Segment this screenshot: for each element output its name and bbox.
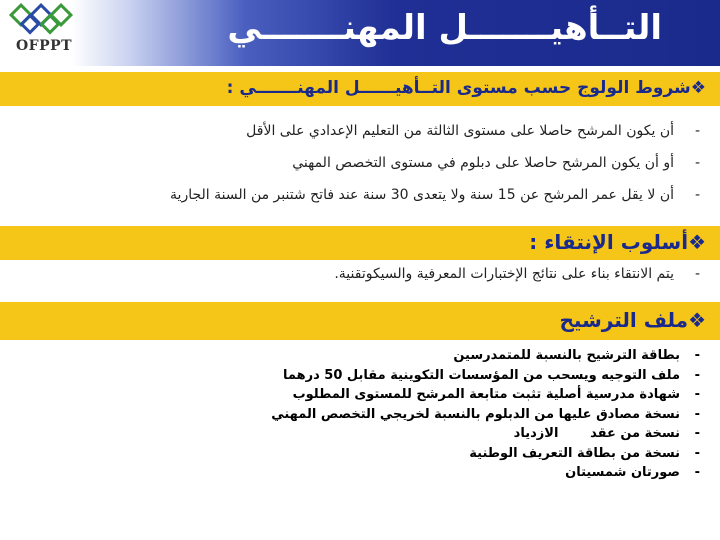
- list-item: [40, 366, 700, 386]
- section-heading-text: أسلوب الإنتقاء :: [529, 230, 689, 254]
- diamond-bullet-icon: ❖: [688, 308, 706, 332]
- dash-marker: -: [694, 426, 700, 441]
- dash-marker: -: [694, 367, 700, 383]
- title-bar: [0, 0, 720, 66]
- selection-list: [40, 264, 700, 284]
- dash-marker: -: [694, 445, 700, 461]
- conditions-list: [40, 120, 700, 216]
- section-heading-text: شروط الولوج حسب مستوى التــأهيــــــل المهنـــــــي :: [226, 78, 691, 98]
- logo-text: OFPPT: [15, 38, 73, 54]
- list-item: [40, 120, 700, 142]
- list-item: [40, 346, 700, 366]
- list-item-text: نسخة مصادق عليها من الدبلوم بالنسبة لخريجي التخصص المهني: [271, 406, 680, 422]
- list-item-text: صورتان شمسيتان: [565, 465, 680, 480]
- list-item: [40, 385, 700, 405]
- page-title: التــأهيـــــــل المهنـــــــي: [227, 8, 662, 48]
- list-item: [40, 424, 700, 444]
- list-item: [40, 463, 700, 483]
- section-heading-selection: [529, 230, 706, 254]
- diamond-bullet-icon: ❖: [688, 230, 706, 254]
- list-item-text: أن لا يقل عمر المرشح عن 15 سنة ولا يتعدى 30 سنة عند فاتح شتنبر من السنة الجارية: [170, 187, 674, 203]
- section-heading-file: [560, 308, 706, 332]
- list-item: [40, 444, 700, 464]
- application-file-list: [40, 346, 700, 483]
- dash-marker: -: [694, 266, 700, 282]
- list-item-text: بطاقة الترشيح بالنسبة للمتمدرسين: [453, 348, 680, 363]
- dash-marker: -: [694, 387, 700, 402]
- dash-marker: -: [694, 155, 700, 171]
- logo-mark-icon: [6, 2, 76, 38]
- section-heading-conditions: [227, 78, 706, 98]
- section-heading-text: ملف الترشيح: [559, 308, 689, 332]
- dash-marker: -: [694, 123, 700, 139]
- dash-marker: -: [694, 187, 700, 203]
- list-item: [40, 405, 700, 425]
- ofppt-logo: [6, 2, 76, 64]
- dash-marker: -: [694, 465, 700, 480]
- dash-marker: -: [694, 348, 700, 363]
- list-item: [40, 152, 700, 174]
- list-item-text: نسخة من بطاقة التعريف الوطنية: [469, 445, 680, 461]
- list-item-text: ملف التوجيه ويسحب من المؤسسات التكوينية مقابل 50 درهما: [283, 367, 680, 383]
- list-item-text: يتم الانتقاء بناء على نتائج الإختبارات المعرفية والسيكوتقنية.: [334, 266, 674, 282]
- diamond-bullet-icon: ❖: [690, 78, 706, 98]
- dash-marker: -: [694, 406, 700, 422]
- list-item: [40, 184, 700, 206]
- list-item-text: نسخة من عقد الازدياد: [513, 426, 680, 441]
- list-item-text: شهادة مدرسية أصلية تثبت متابعة المرشح للمستوى المطلوب: [292, 387, 680, 402]
- list-item: [40, 264, 700, 284]
- list-item-text: أو أن يكون المرشح حاصلا على دبلوم في مستوى التخصص المهني: [292, 155, 674, 171]
- list-item-text: أن يكون المرشح حاصلا على مستوى الثالثة من التعليم الإعدادي على الأقل: [246, 123, 674, 139]
